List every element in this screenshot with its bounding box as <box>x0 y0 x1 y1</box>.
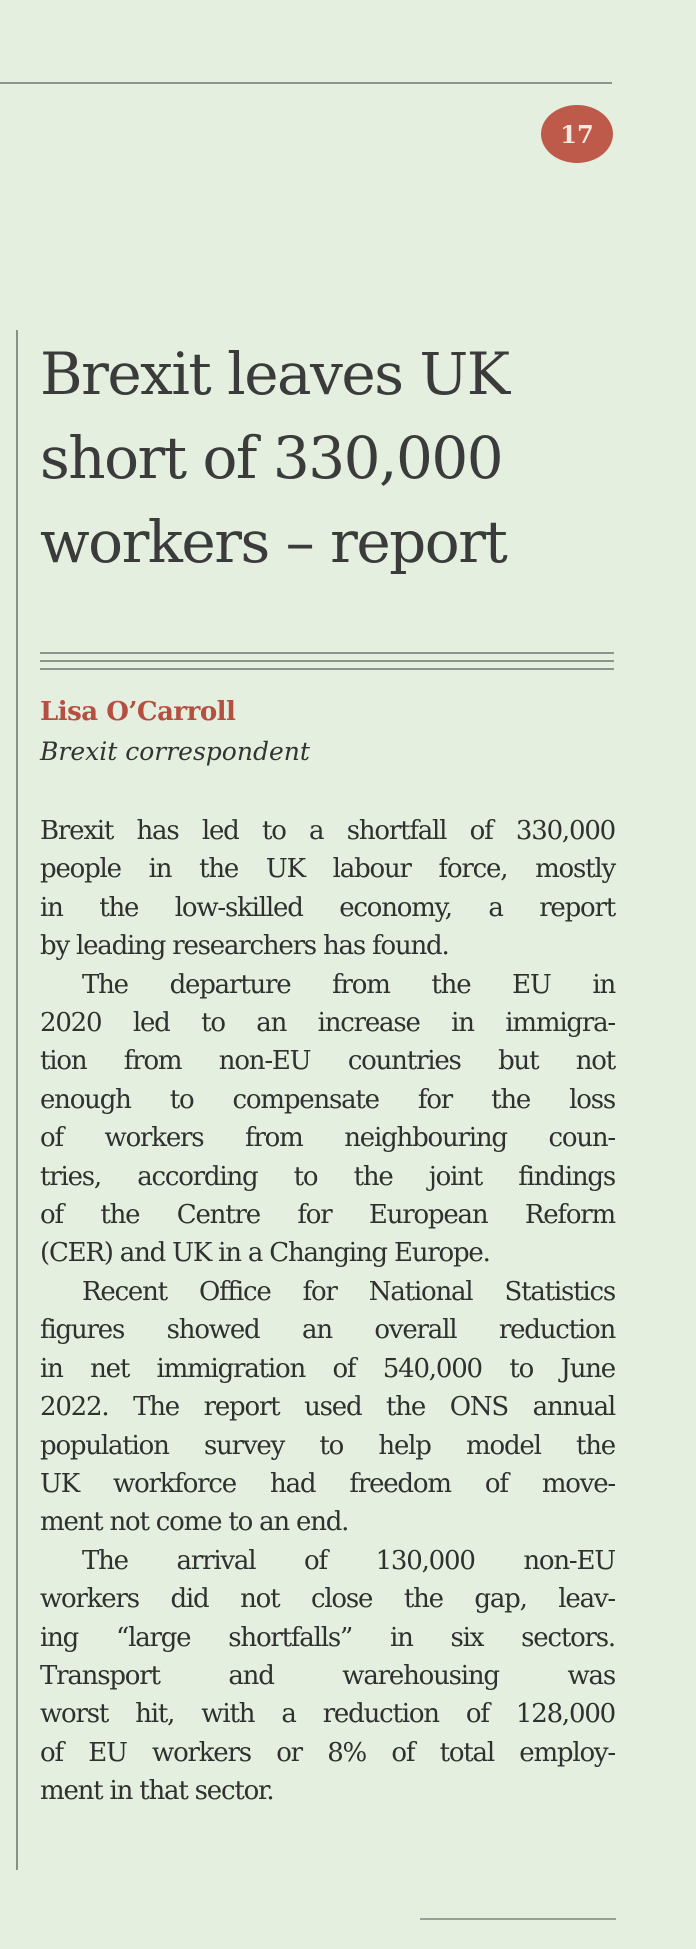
byline-rules <box>40 652 614 676</box>
text-line: enough to compensate for the loss <box>40 1084 615 1115</box>
rule-line <box>40 660 614 662</box>
headline-line: Brexit leaves UK <box>40 340 509 408</box>
text-line: worst hit, with a reduction of 128,000 <box>40 1699 615 1730</box>
text-line: population survey to help model the <box>40 1430 615 1461</box>
bottom-rule <box>420 1918 616 1920</box>
text-line: (CER) and UK in a Changing Europe. <box>40 1238 490 1269</box>
text-line: The arrival of 130,000 non-EU <box>82 1545 615 1576</box>
text-line: UK workforce had freedom of move- <box>40 1468 615 1499</box>
text-line: of workers from neighbouring coun- <box>40 1123 615 1154</box>
text-line: ing “large shortfalls” in six sectors. <box>40 1622 615 1653</box>
paragraph-3 <box>40 1273 615 1542</box>
text-line: ment in that sector. <box>40 1776 274 1807</box>
text-line: 2022. The report used the ONS annual <box>40 1392 615 1423</box>
text-line: tries, according to the joint findings <box>40 1161 615 1192</box>
author-role: Brexit correspondent <box>40 737 310 766</box>
text-line: The departure from the EU in <box>82 969 615 1000</box>
author-name: Lisa O’Carroll <box>40 697 236 727</box>
page-number-badge: 17 <box>541 105 613 163</box>
headline <box>40 332 640 584</box>
text-line: of the Centre for European Reform <box>40 1200 615 1231</box>
paragraph-1 <box>40 812 615 966</box>
text-line: in net immigration of 540,000 to June <box>40 1353 615 1384</box>
text-line: tion from non-EU countries but not <box>40 1046 615 1077</box>
text-line: people in the UK labour force, mostly <box>40 854 615 885</box>
text-line: Brexit has led to a shortfall of 330,000 <box>40 816 615 846</box>
text-line: in the low-skilled economy, a report <box>40 892 615 923</box>
text-line: by leading researchers has found. <box>40 931 449 962</box>
rule-line <box>40 668 614 670</box>
headline-line: short of 330,000 <box>40 424 503 492</box>
text-line: Transport and warehousing was <box>40 1660 615 1691</box>
paragraph-4 <box>40 1542 615 1811</box>
rule-line <box>40 652 614 654</box>
text-line: 2020 led to an increase in immigra- <box>40 1008 615 1039</box>
headline-line: workers – report <box>40 508 507 576</box>
text-line: workers did not close the gap, leav- <box>40 1584 615 1615</box>
column-rule <box>16 330 18 1870</box>
text-line: ment not come to an end. <box>40 1507 349 1538</box>
text-line: figures showed an overall reduction <box>40 1315 615 1346</box>
text-line: of EU workers or 8% of total employ- <box>40 1737 615 1768</box>
paragraph-2 <box>40 966 615 1273</box>
article-body <box>40 812 615 1811</box>
top-rule <box>0 82 612 84</box>
text-line: Recent Office for National Statistics <box>82 1276 615 1307</box>
